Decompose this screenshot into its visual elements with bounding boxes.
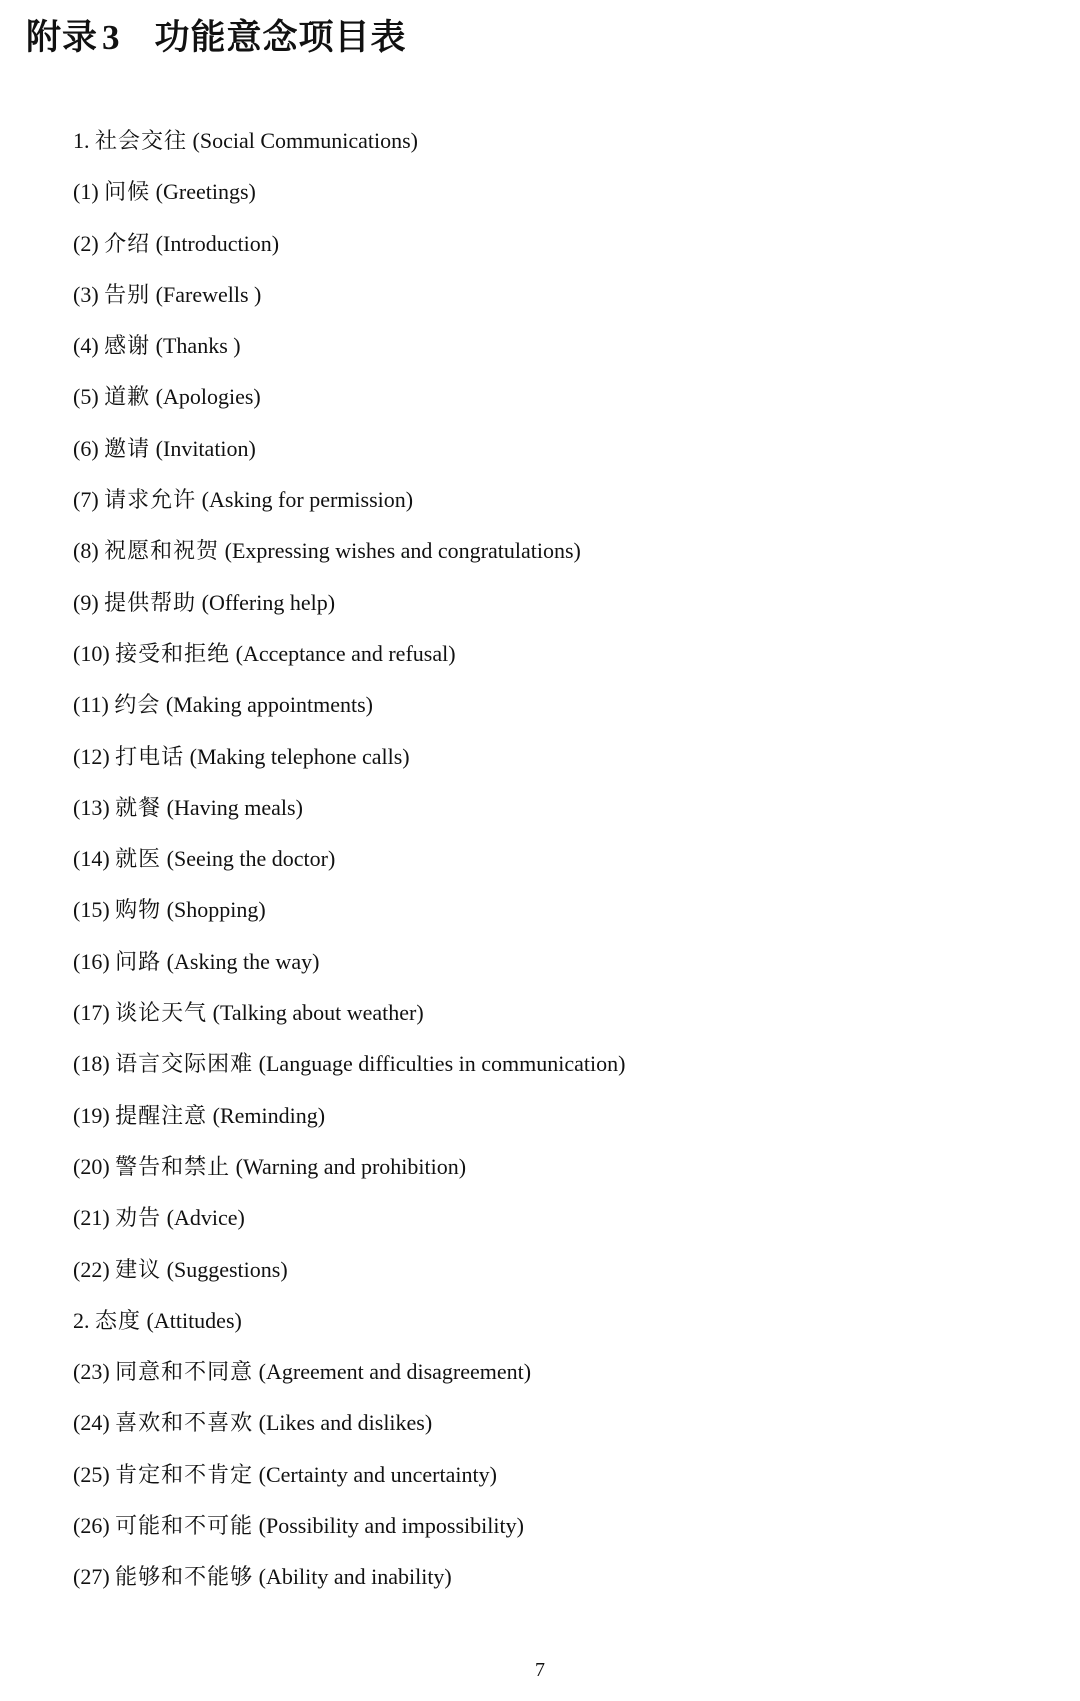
item-english: (Acceptance and refusal) — [235, 640, 456, 666]
item-chinese: 请求允许 — [104, 488, 197, 514]
item-chinese: 告别 — [104, 282, 151, 308]
item-chinese: 介绍 — [104, 231, 151, 257]
item-chinese: 就医 — [115, 847, 162, 873]
item-english: (Certainty and uncertainty) — [258, 1461, 497, 1487]
list-item — [73, 1148, 625, 1199]
item-chinese: 态度 — [95, 1308, 142, 1334]
item-english: (Apologies) — [155, 384, 261, 410]
item-number: (25) — [73, 1461, 110, 1487]
item-english: (Thanks ) — [155, 333, 241, 359]
item-chinese: 就餐 — [115, 795, 162, 821]
item-number: (8) — [73, 538, 99, 564]
item-chinese: 问候 — [104, 180, 151, 206]
item-english: (Shopping) — [166, 897, 266, 923]
item-number: (20) — [73, 1153, 110, 1179]
list-item — [73, 327, 625, 378]
item-number: 2. — [73, 1307, 90, 1333]
item-number: (10) — [73, 640, 110, 666]
title-number: 3 — [102, 18, 121, 57]
item-number: (1) — [73, 179, 99, 205]
list-item — [73, 1456, 625, 1507]
item-number: (16) — [73, 948, 110, 974]
list-item — [73, 481, 625, 532]
title-text: 功能意念项目表 — [154, 18, 407, 58]
list-item — [73, 1353, 625, 1404]
item-chinese: 劝告 — [115, 1206, 162, 1232]
item-chinese: 语言交际困难 — [115, 1052, 254, 1078]
item-english: (Advice) — [166, 1205, 245, 1231]
list-item — [73, 994, 625, 1045]
item-english: (Likes and dislikes) — [258, 1410, 433, 1436]
item-number: (27) — [73, 1564, 110, 1590]
list-item — [73, 276, 625, 327]
item-english: (Reminding) — [212, 1102, 326, 1128]
item-english: (Making telephone calls) — [189, 743, 410, 769]
item-english: (Making appointments) — [165, 692, 373, 718]
list-item — [73, 173, 625, 224]
item-chinese: 警告和禁止 — [115, 1154, 231, 1180]
item-number: (24) — [73, 1410, 110, 1436]
list-item — [73, 1558, 625, 1609]
item-english: (Talking about weather) — [212, 1000, 424, 1026]
list-item — [73, 225, 625, 276]
item-english: (Social Communications) — [192, 128, 418, 153]
item-number: (26) — [73, 1513, 110, 1539]
item-english: (Language difficulties in communication) — [258, 1051, 626, 1077]
item-chinese: 约会 — [114, 693, 161, 719]
item-english: (Seeing the doctor) — [166, 846, 336, 872]
list-item — [73, 1302, 625, 1353]
item-chinese: 建议 — [115, 1257, 162, 1283]
list-item — [73, 1045, 625, 1096]
item-chinese: 社会交往 — [95, 129, 188, 154]
item-number: (12) — [73, 743, 110, 769]
page-number: 7 — [535, 1659, 545, 1681]
item-chinese: 同意和不同意 — [115, 1360, 254, 1386]
list-item — [73, 943, 625, 994]
item-number: (4) — [73, 333, 99, 359]
title-prefix: 附录 — [26, 18, 99, 58]
item-number: (21) — [73, 1205, 110, 1231]
item-number: (13) — [73, 794, 110, 820]
item-chinese: 道歉 — [104, 385, 151, 411]
item-chinese: 肯定和不肯定 — [115, 1462, 254, 1488]
item-chinese: 感谢 — [104, 334, 151, 360]
item-english: (Greetings) — [155, 179, 256, 205]
item-number: (22) — [73, 1256, 110, 1282]
item-chinese: 邀请 — [104, 436, 151, 462]
item-number: (5) — [73, 384, 99, 410]
list-item — [73, 430, 625, 481]
item-number: (14) — [73, 846, 110, 872]
item-chinese: 可能和不可能 — [115, 1514, 254, 1540]
item-number: (9) — [73, 589, 99, 615]
item-english: (Having meals) — [166, 794, 303, 820]
list-item — [73, 122, 625, 173]
item-english: (Farewells ) — [155, 281, 262, 307]
item-number: (15) — [73, 897, 110, 923]
item-english: (Asking for permission) — [201, 487, 414, 513]
item-number: (18) — [73, 1051, 110, 1077]
item-english: (Possibility and impossibility) — [258, 1513, 524, 1539]
function-item-list — [73, 122, 625, 1610]
item-chinese: 提醒注意 — [115, 1103, 208, 1129]
item-english: (Introduction) — [155, 230, 280, 256]
item-number: (23) — [73, 1359, 110, 1385]
item-english: (Expressing wishes and congratulations) — [224, 538, 581, 564]
item-english: (Agreement and disagreement) — [258, 1359, 532, 1385]
item-chinese: 接受和拒绝 — [115, 641, 231, 667]
page-title — [26, 14, 407, 62]
list-item — [73, 584, 625, 635]
list-item — [73, 686, 625, 737]
item-english: (Suggestions) — [166, 1256, 288, 1282]
list-item — [73, 1251, 625, 1302]
list-item — [73, 789, 625, 840]
item-english: (Offering help) — [201, 589, 336, 615]
list-item — [73, 635, 625, 686]
item-english: (Asking the way) — [166, 948, 320, 974]
item-chinese: 打电话 — [115, 744, 185, 770]
item-number: (3) — [73, 281, 99, 307]
item-number: 1. — [73, 128, 90, 153]
item-english: (Ability and inability) — [258, 1564, 452, 1590]
item-chinese: 提供帮助 — [104, 590, 197, 616]
item-chinese: 能够和不能够 — [115, 1565, 254, 1591]
item-number: (11) — [73, 692, 109, 718]
item-number: (7) — [73, 487, 99, 513]
item-chinese: 喜欢和不喜欢 — [115, 1411, 254, 1437]
list-item — [73, 738, 625, 789]
list-item — [73, 532, 625, 583]
list-item — [73, 1199, 625, 1250]
item-number: (6) — [73, 435, 99, 461]
list-item — [73, 378, 625, 429]
item-number: (19) — [73, 1102, 110, 1128]
list-item — [73, 1404, 625, 1455]
list-item — [73, 891, 625, 942]
item-number: (17) — [73, 1000, 110, 1026]
item-chinese: 问路 — [115, 949, 162, 975]
item-english: (Warning and prohibition) — [235, 1153, 467, 1179]
list-item — [73, 1097, 625, 1148]
item-chinese: 谈论天气 — [115, 1001, 208, 1027]
item-english: (Attitudes) — [146, 1307, 242, 1333]
list-item — [73, 840, 625, 891]
list-item — [73, 1507, 625, 1558]
item-number: (2) — [73, 230, 99, 256]
item-chinese: 祝愿和祝贺 — [104, 539, 220, 565]
item-chinese: 购物 — [115, 898, 162, 924]
item-english: (Invitation) — [155, 435, 256, 461]
